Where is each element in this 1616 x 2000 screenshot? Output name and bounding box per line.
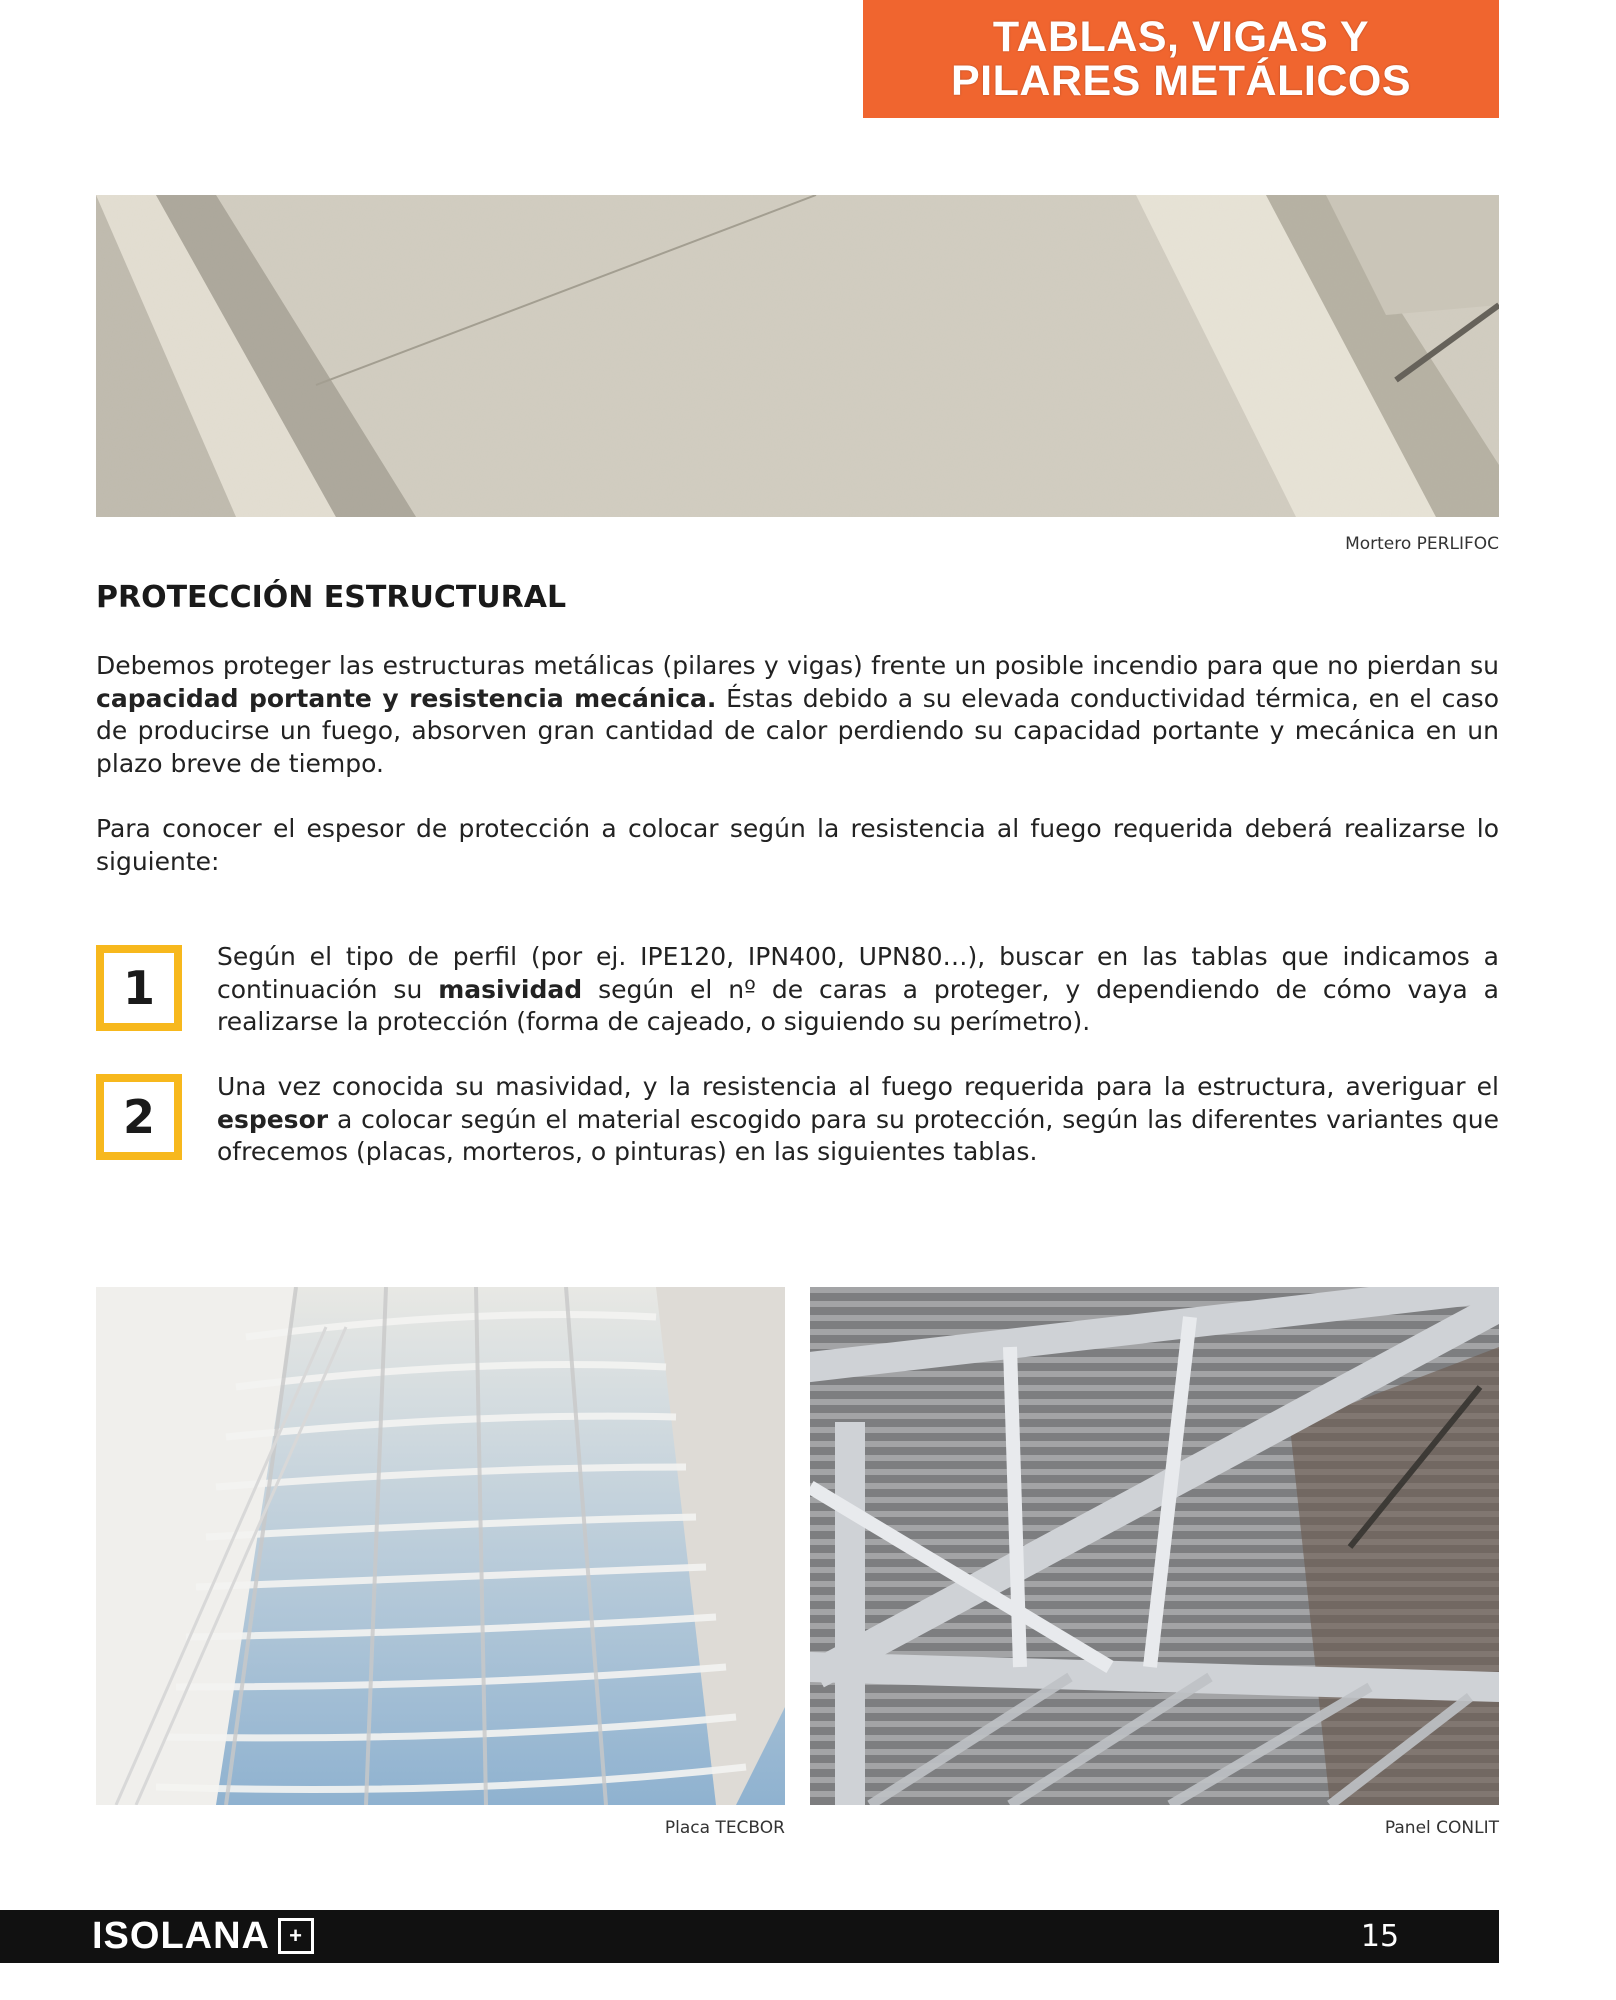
logo-text: ISOLANA xyxy=(92,1914,270,1957)
page-number: 15 xyxy=(1360,1918,1400,1954)
header-title-line2: PILARES METÁLICOS xyxy=(950,57,1412,105)
bottom-left-caption: Placa TECBOR xyxy=(664,1818,785,1838)
logo-mark-icon: + xyxy=(278,1918,314,1954)
header-banner xyxy=(863,0,1499,118)
header-title-line1: TABLAS, VIGAS Y xyxy=(992,13,1370,61)
step-number-box-2 xyxy=(96,1074,182,1160)
intro-paragraph-part1: Debemos proteger las estructuras metálicas (pilares y vigas) frente un posible incendio para que no pierdan su xyxy=(96,651,1499,680)
step-2-part2: a colocar según el material escogido para su protección, según las diferentes variantes que ofrecemos (placas, morteros, o pinturas) en las siguientes tablas. xyxy=(217,1104,1499,1166)
step-2-bold: espesor xyxy=(217,1104,329,1134)
step-2-part1: Una vez conocida su masividad, y la resistencia al fuego requerida para la estructura, averiguar el xyxy=(217,1072,1499,1101)
bottom-left-photo-tecbor xyxy=(96,1287,785,1805)
step-text-2 xyxy=(217,1071,1499,1169)
step-text-1 xyxy=(217,941,1499,1039)
intro-paragraph-part2: Éstas debido a su elevada conductividad térmica, en el caso de producirse un fuego, absorven gran cantidad de calor perdiendo su capacidad portante y mecánica en un plazo breve de tiempo. xyxy=(96,683,1500,778)
top-photo-caption: Mortero PERLIFOC xyxy=(1345,534,1499,554)
instructions-paragraph: Para conocer el espesor de protección a colocar según la resistencia al fuego requerida deberá realizarse lo siguiente: xyxy=(96,814,1499,876)
step-1-part1: Según el tipo de perfil (por ej. IPE120, IPN400, UPN80…), buscar en las tablas que indicamos a continuación su xyxy=(217,942,1499,1004)
bottom-right-photo-conlit xyxy=(810,1287,1499,1805)
intro-paragraph xyxy=(96,650,1499,780)
step-number-1: 1 xyxy=(122,961,155,1015)
bottom-right-caption: Panel CONLIT xyxy=(1384,1818,1499,1838)
isolana-logo xyxy=(92,1914,314,1958)
top-photo-mortar xyxy=(96,195,1499,517)
intro-paragraph-bold: capacidad portante y resistencia mecánica. xyxy=(96,683,717,713)
section-title: PROTECCIÓN ESTRUCTURAL xyxy=(96,580,567,615)
step-1-part2: según el nº de caras a proteger, y dependiendo de cómo vaya a realizarse la protección (forma de cajeado, o siguiendo su perímetro). xyxy=(217,974,1499,1036)
step-1-bold: masividad xyxy=(438,974,583,1004)
step-number-box-1 xyxy=(96,945,182,1031)
step-number-2: 2 xyxy=(122,1090,155,1144)
